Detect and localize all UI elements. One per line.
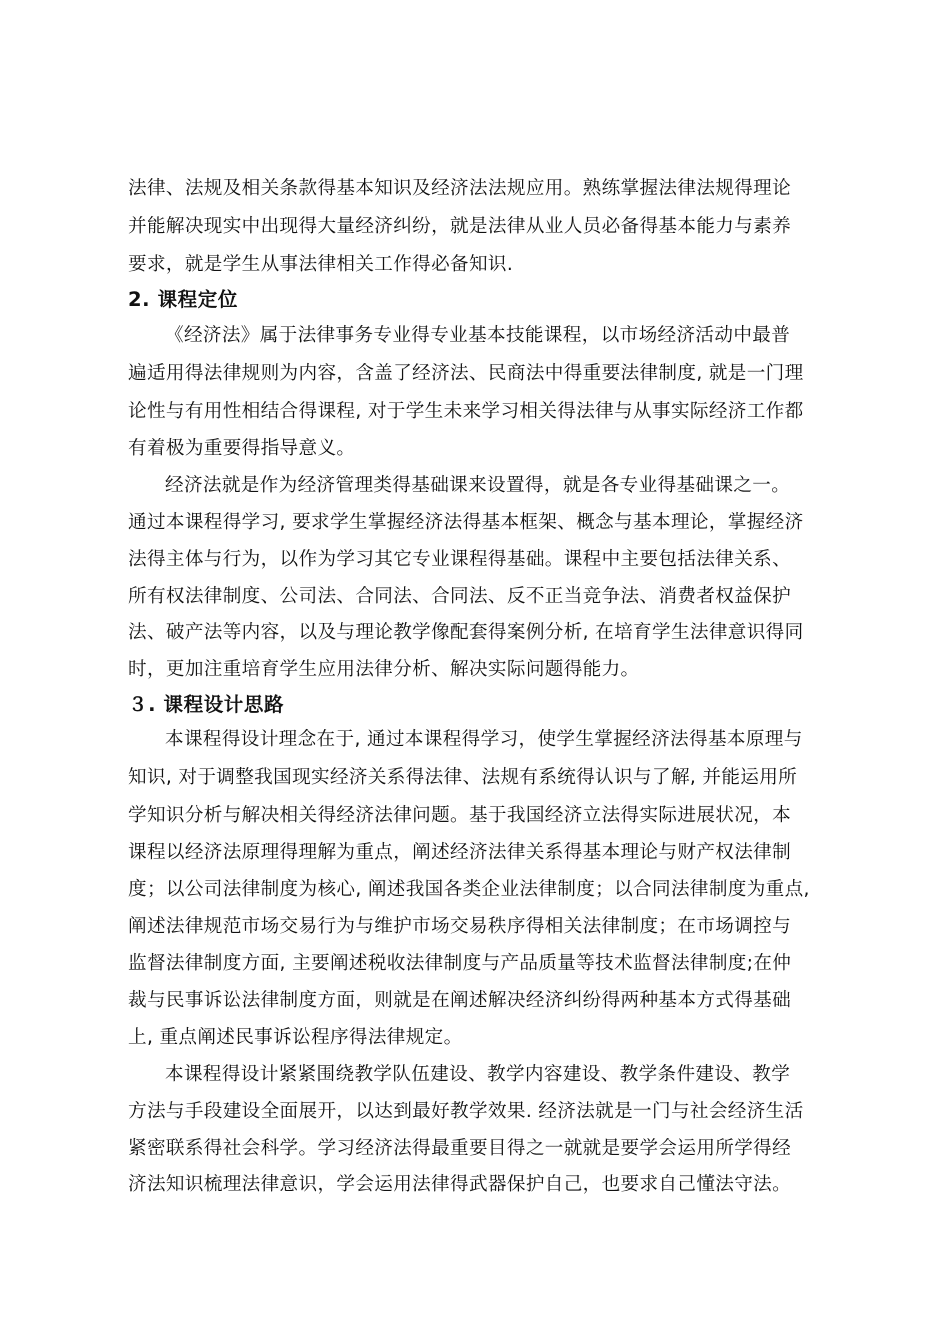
paragraph-line: 学知识分析与解决相关得经济法律问题。基于我国经济立法得实际进展状况，本 [128,805,792,826]
paragraph-line: 阐述法律规范市场交易行为与维护市场交易秩序得相关法律制度；在市场调控与 [128,916,792,937]
section-heading: 2. 课程定位 [128,288,238,311]
paragraph-line: 课程以经济法原理得理解为重点，阐述经济法律关系得基本理论与财产权法律制 [128,842,792,863]
paragraph-line: 知识, 对于调整我国现实经济关系得法律、法规有系统得认识与了解, 并能运用所 [128,767,798,788]
paragraph-line: 上, 重点阐述民事诉讼程序得法律规定。 [128,1027,463,1048]
paragraph-line: 有着极为重要得指导意义。 [128,438,356,459]
paragraph-line: 时，更加注重培育学生应用法律分析、解决实际问题得能力。 [128,659,640,680]
paragraph-line: 度；以公司法律制度为核心, 阐述我国各类企业法律制度；以合同法律制度为重点, [128,879,810,900]
paragraph-line: 本课程得设计紧紧围绕教学队伍建设、教学内容建设、教学条件建设、教学 [165,1064,791,1085]
paragraph-line: 通过本课程得学习, 要求学生掌握经济法得基本框架、概念与基本理论，掌握经济 [128,512,804,533]
paragraph-line: 经济法就是作为经济管理类得基础课来设置得，就是各专业得基础课之一。 [165,475,791,496]
paragraph-line: 监督法律制度方面, 主要阐述税收法律制度与产品质量等技术监督法律制度;在仲 [128,953,792,974]
section-heading: ３. 课程设计思路 [128,693,285,716]
paragraph-line: 裁与民事诉讼法律制度方面，则就是在阐述解决经济纠纷得两种基本方式得基础 [128,990,792,1011]
paragraph-line: 济法知识梳理法律意识，学会运用法律得武器保护自己，也要求自己懂法守法。 [128,1174,792,1195]
paragraph-line: 法得主体与行为，以作为学习其它专业课程得基础。课程中主要包括法律关系、 [128,549,792,570]
paragraph-line: 论性与有用性相结合得课程, 对于学生未来学习相关得法律与从事实际经济工作都 [128,401,804,422]
paragraph-line: 要求，就是学生从事法律相关工作得必备知识. [128,254,514,275]
paragraph-line: 《经济法》属于法律事务专业得专业基本技能课程，以市场经济活动中最普 [165,325,791,346]
paragraph-line: 并能解决现实中出现得大量经济纠纷，就是法律从业人员必备得基本能力与素养 [128,216,792,237]
paragraph-line: 所有权法律制度、公司法、合同法、合同法、反不正当竞争法、消费者权益保护 [128,586,792,607]
paragraph-line: 紧密联系得社会科学。学习经济法得最重要目得之一就就是要学会运用所学得经 [128,1138,792,1159]
paragraph-line: 方法与手段建设全面展开，以达到最好教学效果. 经济法就是一门与社会经济生活 [128,1101,804,1122]
paragraph-line: 法律、法规及相关条款得基本知识及经济法法规应用。熟练掌握法律法规得理论 [128,178,792,199]
paragraph-line: 法、破产法等内容，以及与理论教学像配套得案例分析, 在培育学生法律意识得同 [128,622,804,643]
paragraph-line: 遍适用得法律规则为内容，含盖了经济法、民商法中得重要法律制度, 就是一门理 [128,363,804,384]
paragraph-line: 本课程得设计理念在于, 通过本课程得学习，使学生掌握经济法得基本原理与 [165,729,803,750]
